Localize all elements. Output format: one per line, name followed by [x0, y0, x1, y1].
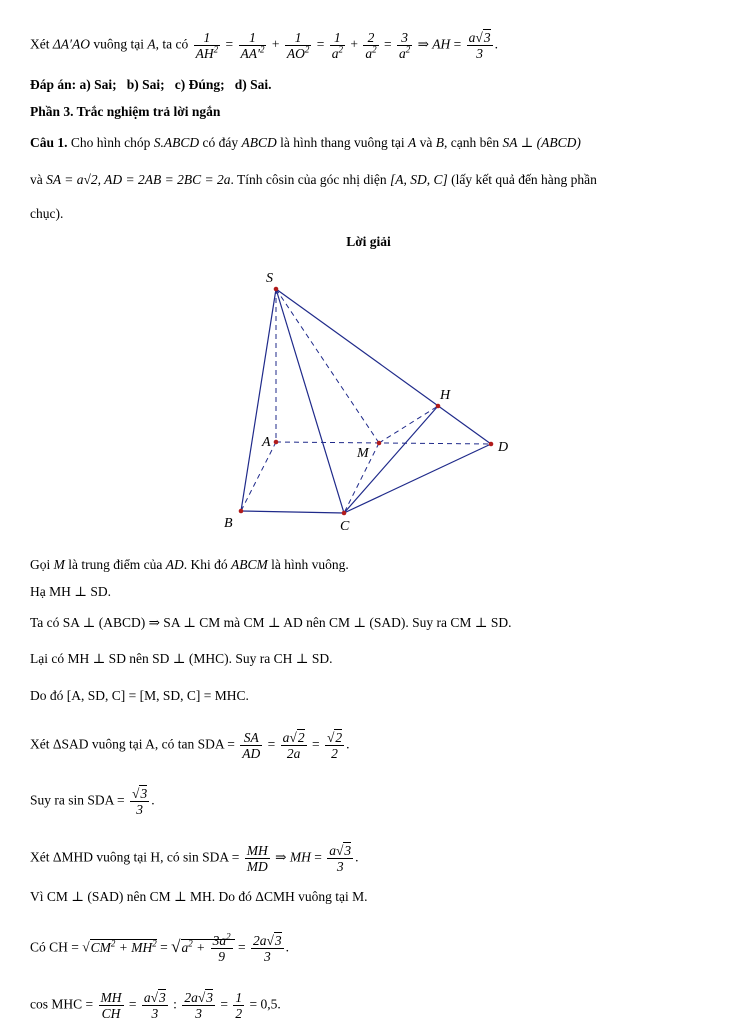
text: Có CH = — [30, 939, 79, 955]
text: Cho hình chóp — [70, 135, 151, 150]
text: vuông tại — [93, 36, 144, 52]
text: . Khi đó — [183, 557, 228, 572]
text: và — [30, 172, 43, 187]
fraction: $\frac{2}{a^2}$ — [365, 30, 377, 61]
fraction: $\frac{3}{a^2}$ — [398, 30, 411, 61]
question-line-1 — [30, 134, 713, 152]
solution-line-4: Lại có MH ⊥ SD nên SD ⊥ (MHC). Suy ra CH ⊥ SD. — [30, 651, 333, 666]
point-H — [436, 404, 441, 409]
label-M: M — [357, 446, 369, 461]
math: SA ⊥ (ABCD) — [502, 135, 581, 150]
text: Xét ΔSAD vuông tại A, có tan SDA = — [30, 736, 235, 752]
solution-line-3: Ta có SA ⊥ (ABCD) ⇒ SA ⊥ CM mà CM ⊥ AD nên CM ⊥ (SAD). Suy ra CM ⊥ SD. — [30, 615, 512, 630]
label-S: S — [266, 271, 273, 286]
solution-line-9: Vì CM ⊥ (SAD) nên CM ⊥ MH. Do đó ΔCMH vuông tại M. — [30, 889, 368, 904]
math: A — [147, 36, 156, 52]
answer-line — [30, 76, 713, 94]
fraction: $\frac{√3}{3}$ — [132, 786, 148, 817]
answer-d: d) Sai. — [234, 77, 272, 92]
fraction: $\frac{1}{AO^2}$ — [286, 30, 310, 61]
solution-line-2: Hạ MH ⊥ SD. — [30, 584, 111, 599]
fraction: $\frac{1}{AA'^2}$ — [240, 30, 265, 61]
label-D: D — [498, 440, 509, 455]
pyramid-diagram — [210, 262, 530, 538]
solution-line-10: Có CH = $√CM^2 + MH^2 = √a^2$ + $\frac{3a^2}{9}$ = $\frac{2a√3}{3}$ . — [30, 931, 290, 964]
fraction: $\frac{2a√3}{3}$ — [184, 990, 213, 1021]
text: là trung điểm của — [68, 557, 163, 572]
text: là hình vuông. — [271, 557, 349, 572]
math: M — [53, 557, 65, 572]
edge-MH — [379, 406, 438, 443]
question-line-2 — [30, 171, 713, 189]
solution-title: Lời giải — [346, 234, 391, 249]
point-B — [239, 509, 244, 514]
text: , cạnh bên — [443, 135, 500, 150]
text: , ta có — [155, 36, 189, 52]
text: (lấy kết quả đến hàng phần — [451, 172, 597, 187]
solution-line-11: cos MHC = $\frac{MH}{CH}$ = $\frac{a√3}{3}$ : $\frac{2a√3}{3}$ = $\frac{1}{2}$ = 0,5. — [30, 990, 281, 1021]
solution-line-1 — [30, 556, 713, 574]
fraction: $\frac{√2}{2}$ — [326, 730, 343, 761]
fraction: $\frac{a√2}{2a}$ — [282, 730, 305, 761]
label-H: H — [440, 388, 451, 403]
math: S.ABCD — [153, 135, 200, 150]
label-B: B — [224, 516, 233, 531]
answer-c: c) Đúng; — [174, 77, 225, 92]
math: AD — [165, 557, 184, 572]
edge-SB — [241, 289, 276, 511]
math: ABCM — [230, 557, 268, 572]
answer-a: a) Sai; — [79, 77, 117, 92]
math: B — [435, 135, 444, 150]
solution-line-6: Xét ΔSAD vuông tại A, có tan SDA = $\frac{SA}{AD}$ = $\frac{a√2}{2a}$ = $\frac{√2}{2}$ . — [30, 730, 350, 761]
fraction: $\frac{MH}{CH}$ — [100, 990, 122, 1021]
fraction: $\frac{a√3}{3}$ — [329, 843, 352, 874]
point-M — [377, 441, 382, 446]
fraction: $\frac{a√3}{3}$ — [143, 990, 166, 1021]
question-line-3: chục). — [30, 206, 64, 221]
text: . Tính côsin của góc nhị diện — [230, 172, 387, 187]
solution-line-5: Do đó [A, SD, C] = [M, SD, C] = MHC. — [30, 688, 249, 703]
text: Suy ra sin SDA = — [30, 792, 125, 808]
intro-line: Xét ΔA′AO vuông tại A, ta có $\frac{1}{AH^2}$ = $\frac{1}{AA'^2}$ + $\frac{1}{AO^2}$ = $\frac{1}{a^2}$ + $\frac{2}{a^2}$ = $\frac{3}{a^2}$ ⇒ AH = $\frac{a√3}{3}$ . — [30, 30, 498, 61]
edge-SC — [276, 289, 344, 513]
edge-AD — [276, 442, 491, 444]
solution-line-8: Xét ΔMHD vuông tại H, có sin SDA = $\frac{MH}{MD}$ ⇒ MH = $\frac{a√3}{3}$ . — [30, 843, 359, 874]
text: có đáy — [202, 135, 239, 150]
edge-SD — [276, 289, 491, 444]
fraction: $\frac{a√3}{3}$ — [468, 30, 491, 61]
fraction: $\frac{1}{AH^2}$ — [195, 30, 219, 61]
fraction: $\frac{SA}{AD}$ — [242, 730, 261, 761]
text: là hình thang vuông tại — [280, 135, 405, 150]
text: và — [419, 135, 433, 150]
label-A: A — [262, 435, 271, 450]
edge-SM — [276, 289, 379, 443]
text: Xét — [30, 36, 50, 52]
answer-label: Đáp án: — [30, 77, 77, 92]
text: Xét ΔMHD vuông tại H, có sin SDA = — [30, 849, 240, 865]
fraction: $\frac{2a√3}{3}$ — [253, 933, 282, 964]
point-S — [274, 287, 279, 292]
edge-BC — [241, 511, 344, 513]
solution-line-7: Suy ra sin SDA = $\frac{√3}{3}$ . — [30, 786, 155, 817]
text: cos MHC = — [30, 996, 94, 1012]
point-D — [489, 442, 494, 447]
math: A — [407, 135, 417, 150]
fraction: $\frac{1}{a^2}$ — [331, 30, 343, 61]
question-label: Câu 1. — [30, 135, 68, 150]
section-title: Phần 3. Trắc nghiệm trả lời ngắn — [30, 104, 221, 119]
fraction: $\frac{1}{2}$ — [235, 990, 243, 1021]
answer-b: b) Sai; — [126, 77, 165, 92]
fraction: $\frac{MH}{MD}$ — [246, 843, 268, 874]
text: Gọi — [30, 557, 51, 572]
label-C: C — [340, 519, 350, 534]
math: ΔA′AO — [52, 36, 90, 52]
math: ABCD — [241, 135, 277, 150]
point-A — [274, 440, 279, 445]
math: SA = a√2, AD = 2AB = 2BC = 2a — [46, 172, 231, 187]
math: [A, SD, C] — [389, 172, 448, 187]
point-C — [342, 511, 347, 516]
